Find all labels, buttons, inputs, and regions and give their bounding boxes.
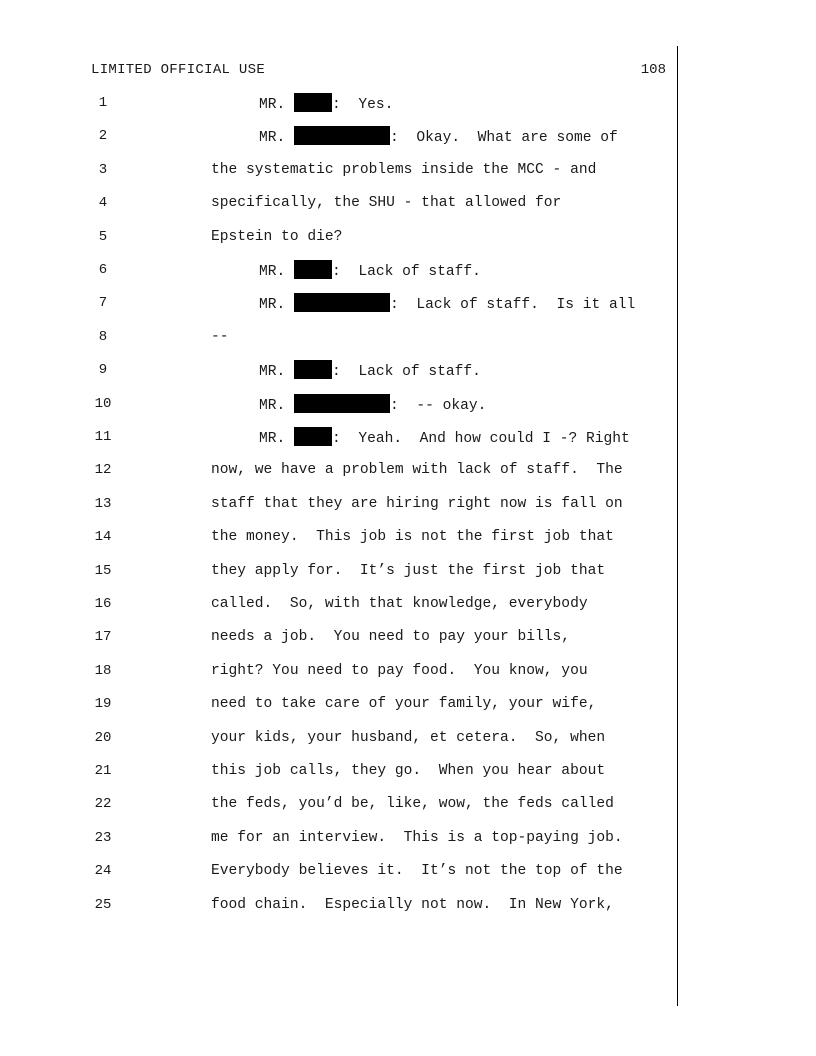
transcript-line bbox=[0, 828, 816, 848]
transcript-line bbox=[0, 627, 816, 647]
line-number: 23 bbox=[94, 829, 112, 846]
line-text bbox=[211, 327, 229, 347]
line-number: 6 bbox=[98, 262, 108, 278]
line-number: 7 bbox=[98, 295, 108, 312]
line-number: 18 bbox=[94, 662, 112, 679]
spoken-text: right? You need to pay food. You know, you bbox=[211, 662, 588, 679]
redaction-box bbox=[294, 394, 390, 413]
line-number: 12 bbox=[94, 462, 112, 479]
transcript-line bbox=[0, 861, 816, 881]
line-text bbox=[259, 126, 618, 148]
redaction-box bbox=[294, 360, 332, 379]
line-text bbox=[211, 828, 623, 848]
spoken-text: -- bbox=[211, 328, 229, 345]
line-number: 11 bbox=[94, 429, 112, 445]
line-number: 15 bbox=[94, 562, 112, 579]
line-text bbox=[211, 494, 623, 514]
line-text bbox=[259, 293, 635, 315]
line-text bbox=[259, 260, 481, 282]
transcript-line bbox=[0, 394, 816, 414]
line-text bbox=[211, 160, 596, 180]
line-text bbox=[211, 761, 605, 781]
transcript-line bbox=[0, 728, 816, 748]
line-text bbox=[211, 794, 614, 814]
line-number: 22 bbox=[94, 796, 112, 813]
line-text bbox=[211, 895, 614, 915]
line-number: 19 bbox=[94, 696, 112, 713]
line-text bbox=[211, 193, 561, 213]
transcript-line bbox=[0, 561, 816, 581]
transcript-line bbox=[0, 794, 816, 814]
spoken-text: they apply for. It’s just the first job that bbox=[211, 562, 606, 579]
transcript-line bbox=[0, 160, 816, 180]
line-number: 14 bbox=[94, 529, 112, 546]
spoken-text: : Lack of staff. bbox=[332, 364, 481, 381]
line-text bbox=[211, 527, 614, 547]
line-text bbox=[211, 728, 605, 748]
spoken-text: food chain. Especially not now. In New York, bbox=[211, 896, 614, 913]
spoken-text: : Lack of staff. Is it all bbox=[390, 297, 636, 314]
redaction-box bbox=[294, 293, 390, 312]
line-text bbox=[211, 594, 588, 614]
spoken-text: the money. This job is not the first job that bbox=[211, 529, 614, 546]
transcript-line bbox=[0, 126, 816, 146]
spoken-text: the feds, you’d be, like, wow, the feds called bbox=[211, 796, 614, 813]
spoken-text: staff that they are hiring right now is fall on bbox=[211, 495, 623, 512]
speaker-label: MR. bbox=[259, 364, 286, 381]
transcript-line bbox=[0, 93, 816, 113]
spoken-text: need to take care of your family, your wife, bbox=[211, 696, 597, 713]
line-number: 24 bbox=[94, 863, 112, 880]
line-number: 9 bbox=[98, 362, 108, 379]
spoken-text: : Yeah. And how could I -? Right bbox=[332, 431, 630, 447]
transcript-line bbox=[0, 227, 816, 247]
transcript-line bbox=[0, 360, 816, 380]
speaker-label: MR. bbox=[259, 297, 286, 314]
transcript-line bbox=[0, 193, 816, 213]
page-number: 108 bbox=[640, 62, 666, 78]
line-text bbox=[211, 861, 623, 881]
speaker-label: MR. bbox=[259, 264, 286, 280]
speaker-label: MR. bbox=[259, 97, 286, 113]
spoken-text: me for an interview. This is a top-paying job. bbox=[211, 829, 623, 846]
transcript-line bbox=[0, 327, 816, 347]
transcript-line bbox=[0, 260, 816, 280]
line-number: 10 bbox=[94, 395, 112, 412]
speaker-label: MR. bbox=[259, 397, 286, 414]
redaction-box bbox=[294, 93, 332, 112]
spoken-text: needs a job. You need to pay your bills, bbox=[211, 629, 571, 646]
line-number: 17 bbox=[94, 629, 112, 646]
transcript-line bbox=[0, 661, 816, 681]
transcript-line bbox=[0, 594, 816, 614]
transcript-line bbox=[0, 427, 816, 447]
spoken-text: Everybody believes it. It’s not the top of the bbox=[211, 863, 623, 880]
spoken-text: : Okay. What are some of bbox=[390, 130, 618, 147]
line-number: 4 bbox=[98, 195, 108, 212]
line-text bbox=[259, 93, 393, 115]
line-text bbox=[259, 394, 486, 416]
line-number: 16 bbox=[94, 596, 112, 612]
line-number: 2 bbox=[98, 128, 108, 145]
transcript-line bbox=[0, 895, 816, 915]
line-text bbox=[211, 661, 588, 681]
spoken-text: called. So, with that knowledge, everybody bbox=[211, 596, 588, 612]
line-number: 13 bbox=[94, 495, 112, 512]
line-text bbox=[211, 227, 342, 247]
redaction-box bbox=[294, 126, 390, 145]
spoken-text: the systematic problems inside the MCC - and bbox=[211, 161, 597, 178]
redaction-box bbox=[294, 427, 332, 446]
speaker-label: MR. bbox=[259, 431, 286, 447]
spoken-text: : Lack of staff. bbox=[332, 264, 481, 280]
spoken-text: your kids, your husband, et cetera. So, when bbox=[211, 729, 606, 746]
transcript-line bbox=[0, 293, 816, 313]
line-text bbox=[259, 427, 630, 449]
classification-marking: LIMITED OFFICIAL USE bbox=[91, 62, 266, 78]
transcript-line bbox=[0, 761, 816, 781]
transcript-line bbox=[0, 694, 816, 714]
speaker-label: MR. bbox=[259, 130, 286, 147]
line-number: 25 bbox=[94, 896, 112, 913]
redaction-box bbox=[294, 260, 332, 279]
line-text bbox=[259, 360, 481, 382]
spoken-text: specifically, the SHU - that allowed for bbox=[211, 195, 562, 212]
line-text bbox=[211, 694, 596, 714]
transcript-line bbox=[0, 460, 816, 480]
spoken-text: now, we have a problem with lack of staff. The bbox=[211, 462, 623, 479]
line-number: 20 bbox=[94, 729, 112, 746]
line-number: 3 bbox=[98, 161, 108, 178]
transcript-line bbox=[0, 494, 816, 514]
spoken-text: Epstein to die? bbox=[211, 228, 343, 245]
line-number: 8 bbox=[98, 328, 108, 345]
line-number: 1 bbox=[98, 95, 108, 111]
transcript-line bbox=[0, 527, 816, 547]
spoken-text: this job calls, they go. When you hear about bbox=[211, 763, 606, 779]
spoken-text: : -- okay. bbox=[390, 397, 487, 414]
line-text bbox=[211, 460, 623, 480]
spoken-text: : Yes. bbox=[332, 97, 394, 113]
line-number: 5 bbox=[98, 228, 108, 245]
line-number: 21 bbox=[94, 763, 112, 779]
line-text bbox=[211, 627, 570, 647]
line-text bbox=[211, 561, 605, 581]
